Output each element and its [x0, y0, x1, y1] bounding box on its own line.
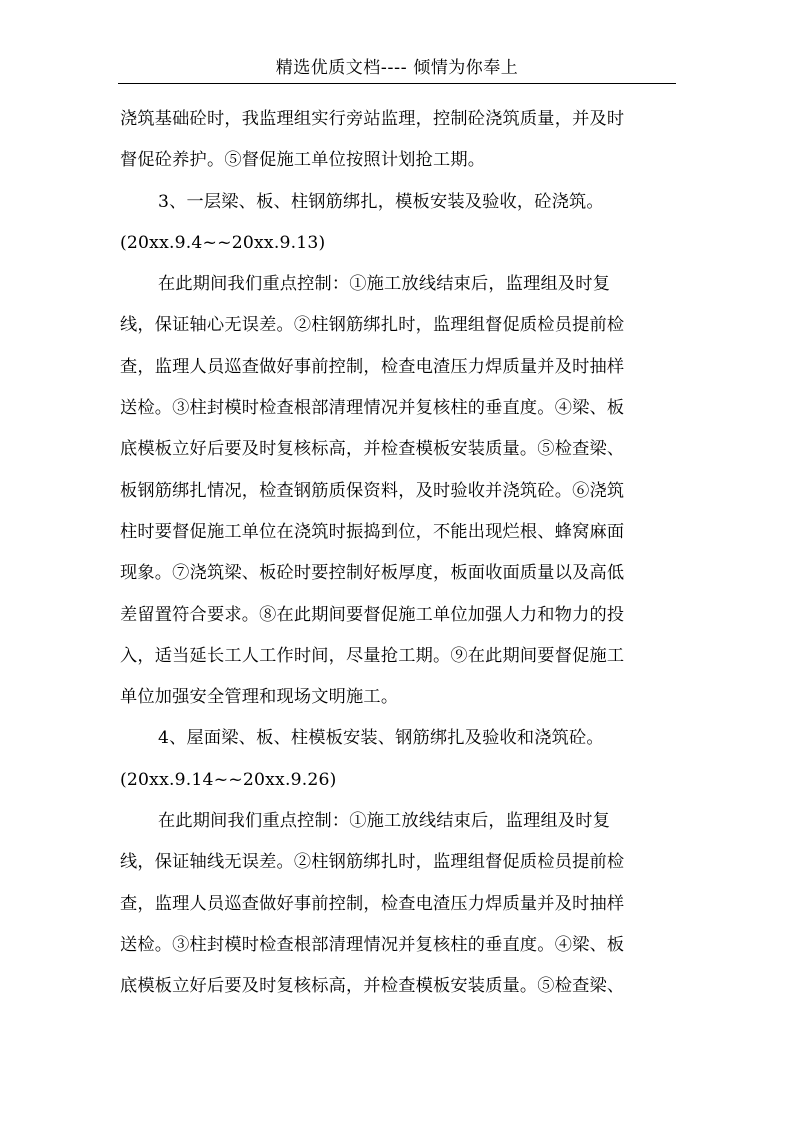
header-title: 精选优质文档---- 倾情为你奉上: [275, 58, 519, 78]
text-line: 现象。⑦浇筑梁、板砼时要控制好板厚度，板面收面质量以及高低: [120, 563, 625, 584]
text-line: 查，监理人员巡查做好事前控制，检查电渣压力焊质量并及时抽样: [120, 356, 625, 377]
text-line: 在此期间我们重点控制：①施工放线结束后，监理组及时复: [158, 811, 611, 832]
text-line: 送检。③柱封模时检查根部清理情况并复核柱的垂直度。④梁、板: [120, 934, 625, 955]
text-line: 查，监理人员巡查做好事前控制，检查电渣压力焊质量并及时抽样: [120, 893, 625, 914]
date-range: (20xx.9.4~~20xx.9.13): [120, 232, 326, 253]
section-heading: 4、屋面梁、板、柱模板安装、钢筋绑扎及验收和浇筑砼。: [158, 728, 604, 749]
text-line: 差留置符合要求。⑧在此期间要督促施工单位加强人力和物力的投: [120, 604, 625, 625]
text-line: 单位加强安全管理和现场文明施工。: [120, 687, 399, 708]
text-line: 柱时要督促施工单位在浇筑时振捣到位，不能出现烂根、蜂窝麻面: [120, 521, 625, 542]
text-line: 督促砼养护。⑤督促施工单位按照计划抢工期。: [120, 150, 486, 171]
page-header: [118, 55, 676, 83]
date-range: (20xx.9.14~~20xx.9.26): [120, 769, 337, 790]
text-line: 在此期间我们重点控制：①施工放线结束后，监理组及时复: [158, 274, 611, 295]
text-line: 板钢筋绑扎情况，检查钢筋质保资料，及时验收并浇筑砼。⑥浇筑: [120, 480, 625, 501]
header-divider: [118, 83, 676, 84]
section-heading: 3、一层梁、板、柱钢筋绑扎，模板安装及验收，砼浇筑。: [158, 191, 604, 212]
text-line: 送检。③柱封模时检查根部清理情况并复核柱的垂直度。④梁、板: [120, 398, 625, 419]
text-line: 入，适当延长工人工作时间，尽量抢工期。⑨在此期间要督促施工: [120, 645, 625, 666]
text-line: 线，保证轴线无误差。②柱钢筋绑扎时，监理组督促质检员提前检: [120, 852, 625, 873]
text-line: 底模板立好后要及时复核标高，并检查模板安装质量。⑤检查梁、: [120, 976, 625, 997]
text-line: 线，保证轴心无误差。②柱钢筋绑扎时，监理组督促质检员提前检: [120, 315, 625, 336]
text-line: 底模板立好后要及时复核标高，并检查模板安装质量。⑤检查梁、: [120, 439, 625, 460]
document-body: [120, 99, 664, 1008]
text-line: 浇筑基础砼时，我监理组实行旁站监理，控制砼浇筑质量，并及时: [120, 109, 625, 129]
